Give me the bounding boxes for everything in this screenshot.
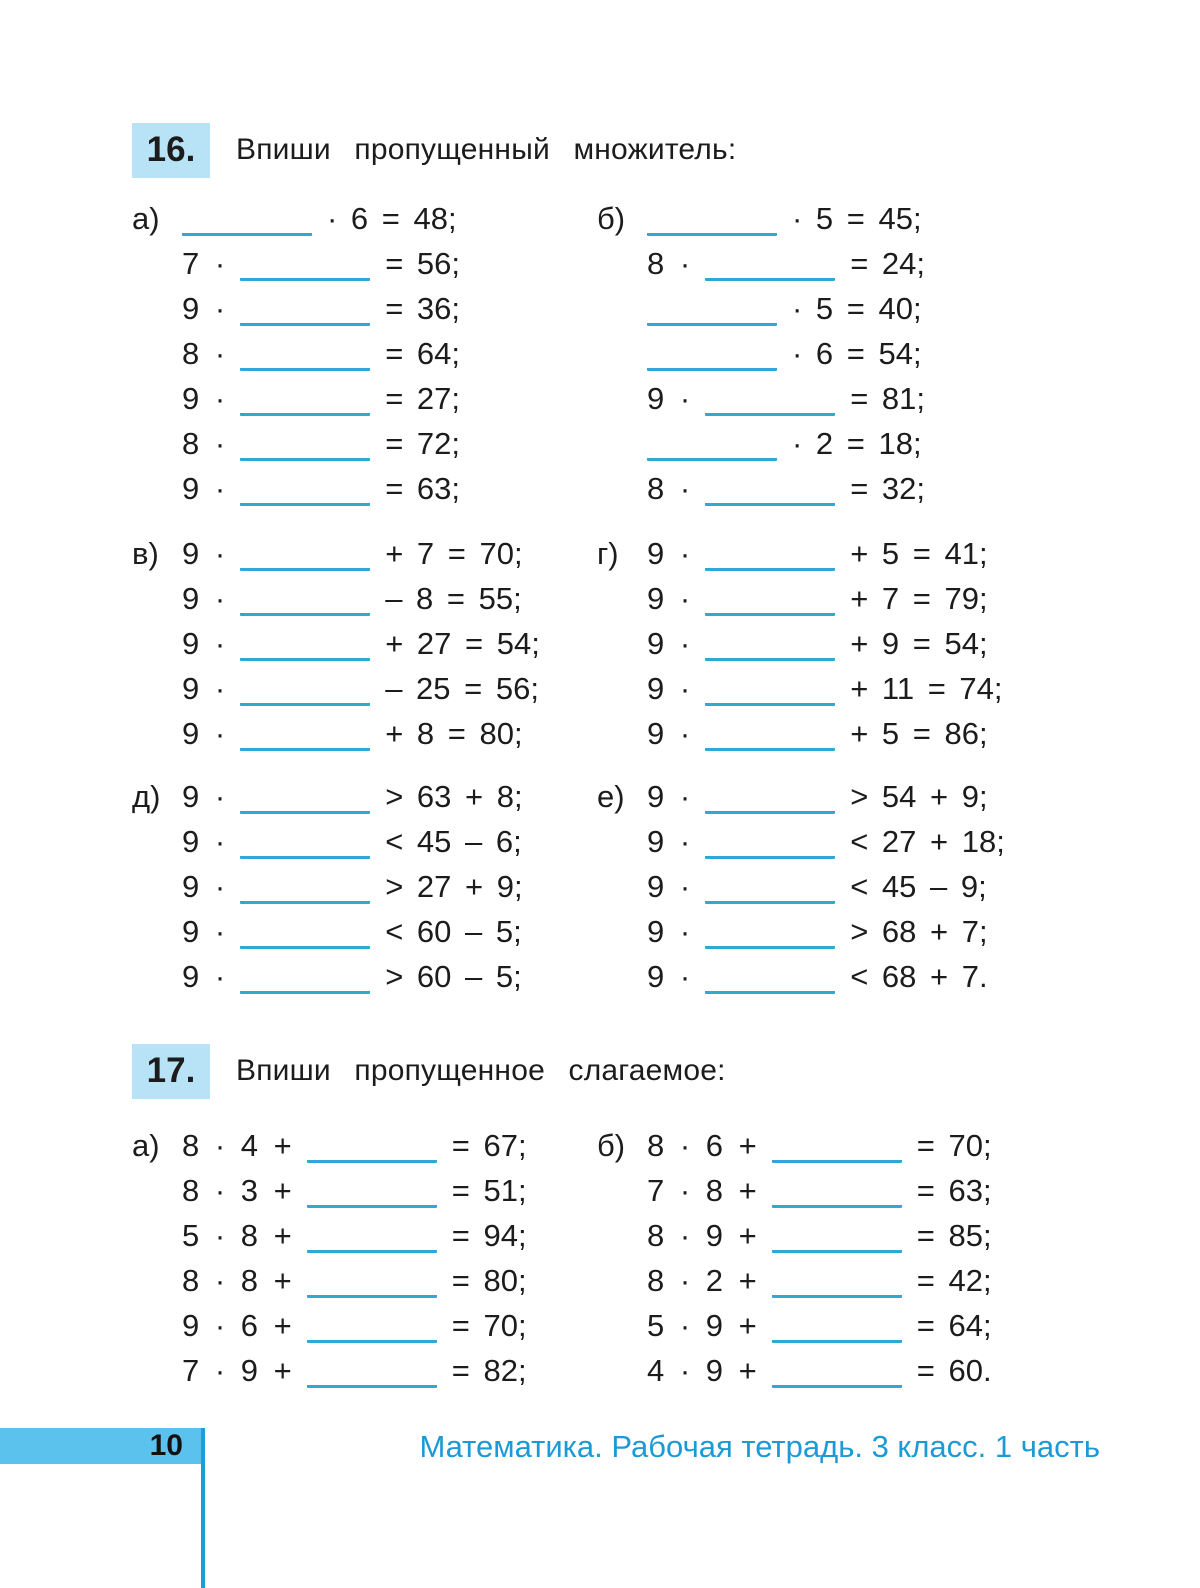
equation-row bbox=[597, 1303, 1200, 1348]
equation-prefix: 9 · bbox=[647, 671, 691, 706]
book-title: Математика. Рабочая тетрадь. 3 класс. 1 часть bbox=[419, 1429, 1100, 1464]
equation-row bbox=[132, 666, 597, 711]
equation-suffix: + 11 = 74; bbox=[850, 671, 1003, 706]
equation-suffix: · 5 = 45; bbox=[792, 201, 922, 236]
equation-row bbox=[132, 1303, 597, 1348]
equation-column bbox=[132, 774, 597, 999]
equation-row bbox=[597, 666, 1200, 711]
answer-blank[interactable] bbox=[240, 338, 370, 371]
task-number-badge: 17. bbox=[132, 1044, 210, 1099]
row-label: д) bbox=[132, 779, 161, 814]
equation-row bbox=[597, 774, 1200, 819]
equation-suffix: + 7 = 79; bbox=[850, 581, 988, 616]
equation-suffix: > 63 + 8; bbox=[385, 779, 523, 814]
equation-suffix: = 81; bbox=[850, 381, 925, 416]
equation-column bbox=[597, 1123, 1200, 1393]
equation-row bbox=[132, 909, 597, 954]
equation-prefix: 9 · bbox=[647, 381, 691, 416]
equation-row bbox=[132, 864, 597, 909]
equation-prefix: 9 · bbox=[647, 716, 691, 751]
equation-row bbox=[132, 711, 597, 756]
equation-row bbox=[132, 1348, 597, 1393]
equation-suffix: = 36; bbox=[385, 291, 460, 326]
answer-blank[interactable] bbox=[240, 628, 370, 661]
answer-blank[interactable] bbox=[705, 871, 835, 904]
equation-suffix: = 42; bbox=[916, 1263, 992, 1298]
equation-prefix: 9 · bbox=[182, 914, 226, 949]
equation-column bbox=[132, 1123, 597, 1393]
answer-blank[interactable] bbox=[772, 1220, 902, 1253]
equation-column bbox=[132, 196, 597, 511]
equation-suffix: + 27 = 54; bbox=[385, 626, 540, 661]
equation-prefix: 9 · bbox=[182, 869, 226, 904]
answer-blank[interactable] bbox=[240, 383, 370, 416]
equation-suffix: = 72; bbox=[385, 426, 460, 461]
row-label: б) bbox=[597, 201, 626, 236]
answer-blank[interactable] bbox=[647, 293, 777, 326]
equation-suffix: – 8 = 55; bbox=[385, 581, 522, 616]
equation-prefix: 4 · 9 + bbox=[647, 1353, 757, 1388]
task-header bbox=[132, 1043, 1200, 1099]
answer-blank[interactable] bbox=[705, 673, 835, 706]
answer-blank[interactable] bbox=[705, 781, 835, 814]
answer-blank[interactable] bbox=[240, 473, 370, 506]
equation-band bbox=[132, 531, 1200, 756]
answer-blank[interactable] bbox=[772, 1175, 902, 1208]
equation-row bbox=[132, 1123, 597, 1168]
equation-prefix: 8 · 2 + bbox=[647, 1263, 757, 1298]
equation-row bbox=[132, 331, 597, 376]
equation-suffix: < 45 – 6; bbox=[385, 824, 522, 859]
equation-suffix: > 54 + 9; bbox=[850, 779, 988, 814]
equation-row bbox=[597, 421, 1200, 466]
equation-row bbox=[597, 864, 1200, 909]
equation-prefix: 9 · bbox=[182, 381, 226, 416]
equation-prefix: 9 · bbox=[182, 471, 226, 506]
equation-prefix: 9 · bbox=[647, 779, 691, 814]
equation-column bbox=[597, 531, 1200, 756]
row-label: в) bbox=[132, 536, 159, 571]
answer-blank[interactable] bbox=[705, 248, 835, 281]
equation-prefix: 9 · bbox=[182, 824, 226, 859]
equation-row bbox=[597, 576, 1200, 621]
answer-blank[interactable] bbox=[240, 871, 370, 904]
task-title: Впиши пропущенное слагаемое: bbox=[236, 1054, 726, 1087]
answer-blank[interactable] bbox=[647, 428, 777, 461]
answer-blank[interactable] bbox=[772, 1355, 902, 1388]
answer-blank[interactable] bbox=[705, 383, 835, 416]
equation-row bbox=[597, 286, 1200, 331]
answer-blank[interactable] bbox=[772, 1265, 902, 1298]
answer-blank[interactable] bbox=[705, 826, 835, 859]
equation-row bbox=[597, 954, 1200, 999]
task-number-badge: 16. bbox=[132, 123, 210, 178]
answer-blank[interactable] bbox=[240, 673, 370, 706]
equation-prefix: 8 · bbox=[182, 426, 226, 461]
answer-blank[interactable] bbox=[705, 473, 835, 506]
equation-prefix: 8 · 8 + bbox=[182, 1263, 292, 1298]
equation-suffix: · 6 = 48; bbox=[327, 201, 457, 236]
equation-row bbox=[597, 1123, 1200, 1168]
equation-band bbox=[132, 1123, 1200, 1393]
task-section bbox=[132, 122, 1200, 999]
equation-suffix: = 64; bbox=[916, 1308, 992, 1343]
equation-prefix: 9 · bbox=[647, 581, 691, 616]
equation-row bbox=[597, 1348, 1200, 1393]
equation-row bbox=[132, 1258, 597, 1303]
page-number-band bbox=[0, 1428, 205, 1464]
equation-suffix: = 67; bbox=[451, 1128, 527, 1163]
equation-suffix: – 25 = 56; bbox=[385, 671, 539, 706]
equation-prefix: 9 · bbox=[182, 716, 226, 751]
equation-prefix: 9 · bbox=[647, 824, 691, 859]
equation-prefix: 8 · 9 + bbox=[647, 1218, 757, 1253]
equation-prefix: 9 · bbox=[647, 869, 691, 904]
equation-band bbox=[132, 774, 1200, 999]
equation-suffix: + 9 = 54; bbox=[850, 626, 988, 661]
answer-blank[interactable] bbox=[307, 1175, 437, 1208]
answer-blank[interactable] bbox=[705, 628, 835, 661]
answer-blank[interactable] bbox=[307, 1220, 437, 1253]
row-label: е) bbox=[597, 779, 625, 814]
answer-blank[interactable] bbox=[705, 718, 835, 751]
answer-blank[interactable] bbox=[240, 781, 370, 814]
equation-prefix: 7 · 8 + bbox=[647, 1173, 757, 1208]
footer-divider-line bbox=[201, 1428, 205, 1588]
equation-row bbox=[597, 909, 1200, 954]
answer-blank[interactable] bbox=[240, 293, 370, 326]
equation-suffix: = 70; bbox=[916, 1128, 992, 1163]
equation-suffix: + 5 = 86; bbox=[850, 716, 988, 751]
equation-suffix: · 2 = 18; bbox=[792, 426, 922, 461]
equation-row bbox=[597, 1168, 1200, 1213]
equation-prefix: 8 · bbox=[647, 246, 691, 281]
page-number: 10 bbox=[149, 1429, 183, 1462]
row-label: г) bbox=[597, 536, 619, 571]
equation-suffix: = 63; bbox=[916, 1173, 992, 1208]
equation-suffix: = 94; bbox=[451, 1218, 527, 1253]
equation-prefix: 8 · 4 + bbox=[182, 1128, 292, 1163]
answer-blank[interactable] bbox=[240, 583, 370, 616]
equation-suffix: = 24; bbox=[850, 246, 925, 281]
equation-prefix: 8 · 3 + bbox=[182, 1173, 292, 1208]
answer-blank[interactable] bbox=[307, 1310, 437, 1343]
equation-suffix: < 27 + 18; bbox=[850, 824, 1005, 859]
equation-row bbox=[132, 531, 597, 576]
equation-suffix: = 56; bbox=[385, 246, 460, 281]
answer-blank[interactable] bbox=[307, 1355, 437, 1388]
equation-column bbox=[597, 196, 1200, 511]
answer-blank[interactable] bbox=[182, 203, 312, 236]
equation-row bbox=[597, 196, 1200, 241]
equation-suffix: = 70; bbox=[451, 1308, 527, 1343]
equation-suffix: < 60 – 5; bbox=[385, 914, 522, 949]
equation-suffix: + 5 = 41; bbox=[850, 536, 988, 571]
equation-row bbox=[132, 576, 597, 621]
equation-suffix: = 32; bbox=[850, 471, 925, 506]
equation-prefix: 5 · 8 + bbox=[182, 1218, 292, 1253]
equation-suffix: > 60 – 5; bbox=[385, 959, 522, 994]
row-label: а) bbox=[132, 1128, 160, 1163]
equation-band bbox=[132, 196, 1200, 511]
equation-row bbox=[132, 1213, 597, 1258]
task-section bbox=[132, 1043, 1200, 1393]
answer-blank[interactable] bbox=[307, 1265, 437, 1298]
row-label: б) bbox=[597, 1128, 626, 1163]
equation-suffix: + 7 = 70; bbox=[385, 536, 523, 571]
answer-blank[interactable] bbox=[307, 1130, 437, 1163]
page-footer bbox=[0, 1428, 1200, 1588]
task-bands bbox=[132, 196, 1200, 999]
equation-suffix: · 5 = 40; bbox=[792, 291, 922, 326]
equation-prefix: 8 · bbox=[647, 471, 691, 506]
equation-row bbox=[132, 421, 597, 466]
equation-row bbox=[132, 1168, 597, 1213]
equation-prefix: 9 · bbox=[182, 959, 226, 994]
equation-prefix: 7 · 9 + bbox=[182, 1353, 292, 1388]
answer-blank[interactable] bbox=[772, 1130, 902, 1163]
equation-row bbox=[132, 376, 597, 421]
equation-row bbox=[132, 466, 597, 511]
equation-suffix: > 27 + 9; bbox=[385, 869, 523, 904]
answer-blank[interactable] bbox=[240, 961, 370, 994]
answer-blank[interactable] bbox=[647, 203, 777, 236]
equation-prefix: 9 · bbox=[182, 291, 226, 326]
equation-suffix: = 63; bbox=[385, 471, 460, 506]
equation-suffix: = 85; bbox=[916, 1218, 992, 1253]
row-label: а) bbox=[132, 201, 160, 236]
equation-row bbox=[597, 241, 1200, 286]
equation-row bbox=[597, 376, 1200, 421]
equation-suffix: > 68 + 7; bbox=[850, 914, 988, 949]
task-bands bbox=[132, 1123, 1200, 1393]
equation-prefix: 8 · 6 + bbox=[647, 1128, 757, 1163]
equation-row bbox=[597, 331, 1200, 376]
equation-suffix: < 45 – 9; bbox=[850, 869, 987, 904]
answer-blank[interactable] bbox=[705, 583, 835, 616]
equation-prefix: 9 · bbox=[647, 536, 691, 571]
equation-suffix: = 27; bbox=[385, 381, 460, 416]
equation-row bbox=[597, 621, 1200, 666]
equation-prefix: 7 · bbox=[182, 246, 226, 281]
equation-row bbox=[597, 466, 1200, 511]
task-title: Впиши пропущенный множитель: bbox=[236, 133, 737, 166]
equation-prefix: 9 · bbox=[647, 959, 691, 994]
equation-prefix: 9 · bbox=[647, 914, 691, 949]
equation-column bbox=[597, 774, 1200, 999]
answer-blank[interactable] bbox=[240, 916, 370, 949]
task-header bbox=[132, 122, 1200, 178]
equation-suffix: = 60. bbox=[916, 1353, 992, 1388]
equation-row bbox=[132, 819, 597, 864]
equation-row bbox=[597, 1213, 1200, 1258]
answer-blank[interactable] bbox=[705, 538, 835, 571]
answer-blank[interactable] bbox=[647, 338, 777, 371]
answer-blank[interactable] bbox=[705, 961, 835, 994]
equation-prefix: 9 · 6 + bbox=[182, 1308, 292, 1343]
equation-row bbox=[132, 954, 597, 999]
equation-row bbox=[597, 1258, 1200, 1303]
equation-prefix: 9 · bbox=[182, 536, 226, 571]
equation-suffix: = 64; bbox=[385, 336, 460, 371]
equation-row bbox=[132, 196, 597, 241]
equation-prefix: 9 · bbox=[182, 671, 226, 706]
equation-row bbox=[132, 774, 597, 819]
answer-blank[interactable] bbox=[240, 718, 370, 751]
equation-prefix: 9 · bbox=[647, 626, 691, 661]
equation-suffix: < 68 + 7. bbox=[850, 959, 988, 994]
equation-prefix: 9 · bbox=[182, 626, 226, 661]
equation-suffix: = 80; bbox=[451, 1263, 527, 1298]
equation-column bbox=[132, 531, 597, 756]
equation-row bbox=[597, 711, 1200, 756]
equation-prefix: 9 · bbox=[182, 581, 226, 616]
equation-row bbox=[132, 241, 597, 286]
answer-blank[interactable] bbox=[772, 1310, 902, 1343]
answer-blank[interactable] bbox=[705, 916, 835, 949]
answer-blank[interactable] bbox=[240, 248, 370, 281]
tasks bbox=[132, 122, 1200, 1393]
equation-row bbox=[132, 286, 597, 331]
equation-suffix: · 6 = 54; bbox=[792, 336, 922, 371]
equation-row bbox=[597, 531, 1200, 576]
equation-suffix: + 8 = 80; bbox=[385, 716, 523, 751]
equation-prefix: 8 · bbox=[182, 336, 226, 371]
equation-suffix: = 82; bbox=[451, 1353, 527, 1388]
equation-row bbox=[597, 819, 1200, 864]
answer-blank[interactable] bbox=[240, 428, 370, 461]
answer-blank[interactable] bbox=[240, 538, 370, 571]
answer-blank[interactable] bbox=[240, 826, 370, 859]
equation-prefix: 9 · bbox=[182, 779, 226, 814]
equation-row bbox=[132, 621, 597, 666]
equation-suffix: = 51; bbox=[451, 1173, 527, 1208]
equation-prefix: 5 · 9 + bbox=[647, 1308, 757, 1343]
